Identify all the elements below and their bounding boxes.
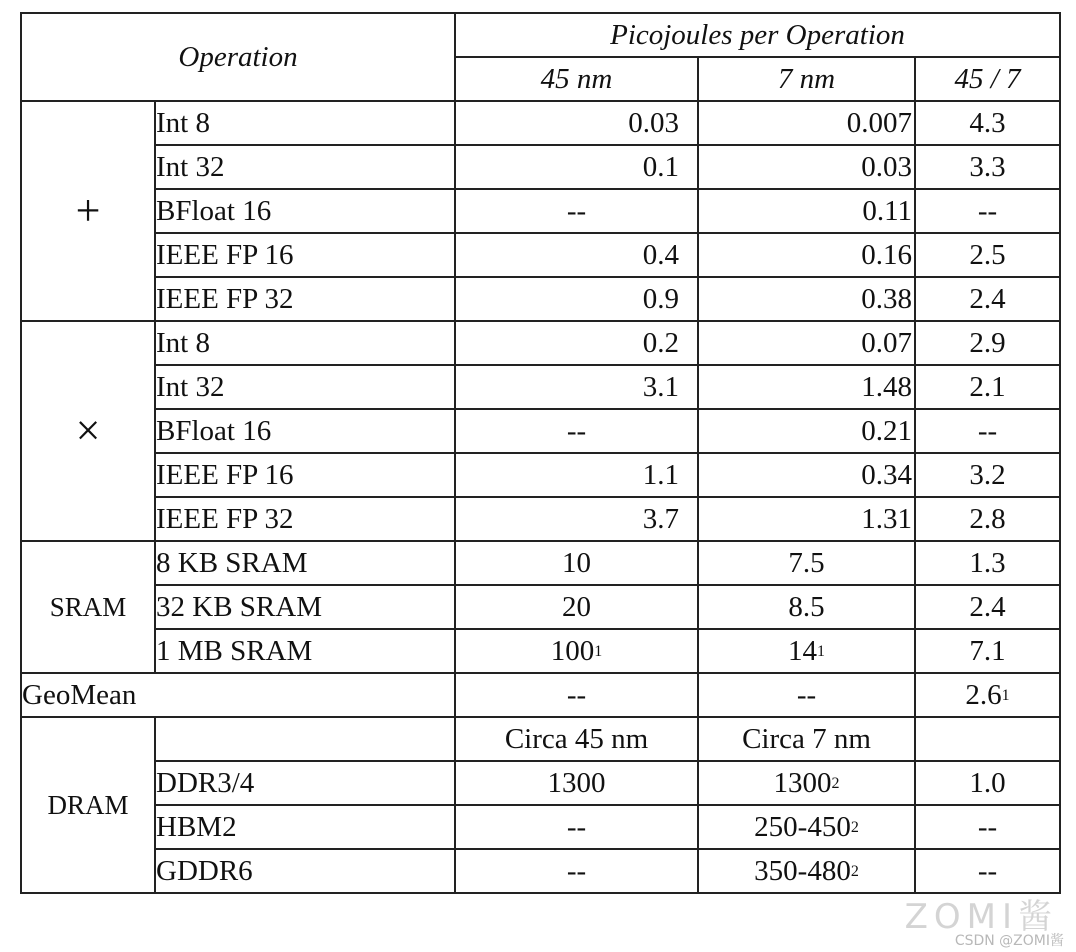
- geomean-row: [21, 673, 1060, 717]
- table-row: [21, 145, 1060, 189]
- value-ratio: --: [915, 849, 1060, 893]
- dram-header-row: [21, 717, 1060, 761]
- table-row: [21, 321, 1060, 365]
- value-ratio: 2.4: [915, 585, 1060, 629]
- table-row: [21, 365, 1060, 409]
- value-ratio: 3.2: [915, 453, 1060, 497]
- value-ratio: 1.0: [915, 761, 1060, 805]
- energy-table: [20, 12, 1061, 894]
- value-45nm: --: [455, 189, 698, 233]
- dram-circa-7: Circa 7 nm: [698, 717, 915, 761]
- footnote-marker: 2: [850, 863, 859, 880]
- op-cell: DDR3/4: [155, 761, 455, 805]
- value-7nm: 0.21: [698, 409, 915, 453]
- footnote-marker: 1: [817, 643, 825, 660]
- value-7nm: 0.38: [698, 277, 915, 321]
- table-row: [21, 101, 1060, 145]
- op-cell: BFloat 16: [155, 189, 455, 233]
- value-text: 250-450: [754, 811, 851, 843]
- op-cell-empty: [155, 717, 455, 761]
- table-row: [21, 233, 1060, 277]
- value-text: 350-480: [754, 855, 851, 887]
- value-7nm: [698, 849, 915, 893]
- op-cell: IEEE FP 32: [155, 497, 455, 541]
- value-7nm: [698, 805, 915, 849]
- value-7nm: 0.03: [698, 145, 915, 189]
- table-row: [21, 629, 1060, 673]
- value-45nm: 0.4: [455, 233, 698, 277]
- header-ratio: 45 / 7: [915, 57, 1060, 101]
- value-text: 2.6: [965, 679, 1002, 711]
- header-operation: Operation: [21, 13, 455, 101]
- value-ratio: 4.3: [915, 101, 1060, 145]
- value-45nm: [455, 629, 698, 673]
- op-cell: 32 KB SRAM: [155, 585, 455, 629]
- sram-label: SRAM: [21, 541, 155, 673]
- geomean-label: GeoMean: [21, 673, 455, 717]
- header-45nm: 45 nm: [455, 57, 698, 101]
- op-cell: BFloat 16: [155, 409, 455, 453]
- value-45nm: --: [455, 409, 698, 453]
- table-row: [21, 849, 1060, 893]
- header-picojoules: Picojoules per Operation: [455, 13, 1060, 57]
- table-row: [21, 541, 1060, 585]
- value-text: 1300: [773, 767, 832, 799]
- header-7nm: 7 nm: [698, 57, 915, 101]
- mul-symbol: ×: [21, 321, 155, 541]
- value-ratio: 2.5: [915, 233, 1060, 277]
- value-7nm: [698, 761, 915, 805]
- value-45nm: --: [455, 673, 698, 717]
- value-ratio: 1.3: [915, 541, 1060, 585]
- value-45nm: 0.2: [455, 321, 698, 365]
- op-cell: Int 8: [155, 321, 455, 365]
- value-7nm: 1.31: [698, 497, 915, 541]
- table-row: [21, 409, 1060, 453]
- value-45nm: --: [455, 849, 698, 893]
- value-7nm: 0.16: [698, 233, 915, 277]
- value-45nm: 3.7: [455, 497, 698, 541]
- value-45nm: 3.1: [455, 365, 698, 409]
- value-7nm: 0.34: [698, 453, 915, 497]
- op-cell: Int 32: [155, 365, 455, 409]
- op-cell: IEEE FP 16: [155, 233, 455, 277]
- table-row: [21, 761, 1060, 805]
- dram-label: DRAM: [21, 717, 155, 893]
- value-7nm: 0.11: [698, 189, 915, 233]
- footnote-marker: 1: [594, 643, 603, 660]
- table-row: [21, 585, 1060, 629]
- value-45nm: 0.1: [455, 145, 698, 189]
- op-cell: IEEE FP 16: [155, 453, 455, 497]
- value-45nm: 1.1: [455, 453, 698, 497]
- footnote-marker: 2: [831, 775, 840, 792]
- value-ratio: 7.1: [915, 629, 1060, 673]
- value-7nm: 8.5: [698, 585, 915, 629]
- value-text: 100: [550, 635, 595, 667]
- value-7nm: 1.48: [698, 365, 915, 409]
- table-row: [21, 453, 1060, 497]
- value-45nm: 1300: [455, 761, 698, 805]
- value-45nm: 20: [455, 585, 698, 629]
- value-ratio: 3.3: [915, 145, 1060, 189]
- footnote-marker: 1: [1001, 687, 1010, 704]
- watermark-logo: ZOMI酱: [904, 897, 1058, 937]
- watermark-text: CSDN @ZOMI酱: [954, 933, 1064, 949]
- table-row: [21, 189, 1060, 233]
- ratio-empty: [915, 717, 1060, 761]
- op-cell: GDDR6: [155, 849, 455, 893]
- value-ratio: 2.1: [915, 365, 1060, 409]
- value-7nm: 7.5: [698, 541, 915, 585]
- value-ratio: 2.8: [915, 497, 1060, 541]
- value-7nm: [698, 629, 915, 673]
- value-ratio: --: [915, 189, 1060, 233]
- footnote-marker: 2: [850, 819, 859, 836]
- table-row: [21, 805, 1060, 849]
- value-ratio: --: [915, 805, 1060, 849]
- op-cell: Int 32: [155, 145, 455, 189]
- dram-circa-45: Circa 45 nm: [455, 717, 698, 761]
- value-ratio: 2.4: [915, 277, 1060, 321]
- value-7nm: --: [698, 673, 915, 717]
- value-text: 14: [788, 635, 817, 667]
- value-7nm: 0.07: [698, 321, 915, 365]
- value-ratio: [915, 673, 1060, 717]
- add-symbol: +: [21, 101, 155, 321]
- op-cell: Int 8: [155, 101, 455, 145]
- header-row-top: [21, 13, 1060, 57]
- op-cell: HBM2: [155, 805, 455, 849]
- value-45nm: 10: [455, 541, 698, 585]
- value-45nm: 0.03: [455, 101, 698, 145]
- table-row: [21, 497, 1060, 541]
- value-ratio: --: [915, 409, 1060, 453]
- op-cell: 1 MB SRAM: [155, 629, 455, 673]
- value-45nm: --: [455, 805, 698, 849]
- value-45nm: 0.9: [455, 277, 698, 321]
- op-cell: 8 KB SRAM: [155, 541, 455, 585]
- value-7nm: 0.007: [698, 101, 915, 145]
- value-ratio: 2.9: [915, 321, 1060, 365]
- table-row: [21, 277, 1060, 321]
- op-cell: IEEE FP 32: [155, 277, 455, 321]
